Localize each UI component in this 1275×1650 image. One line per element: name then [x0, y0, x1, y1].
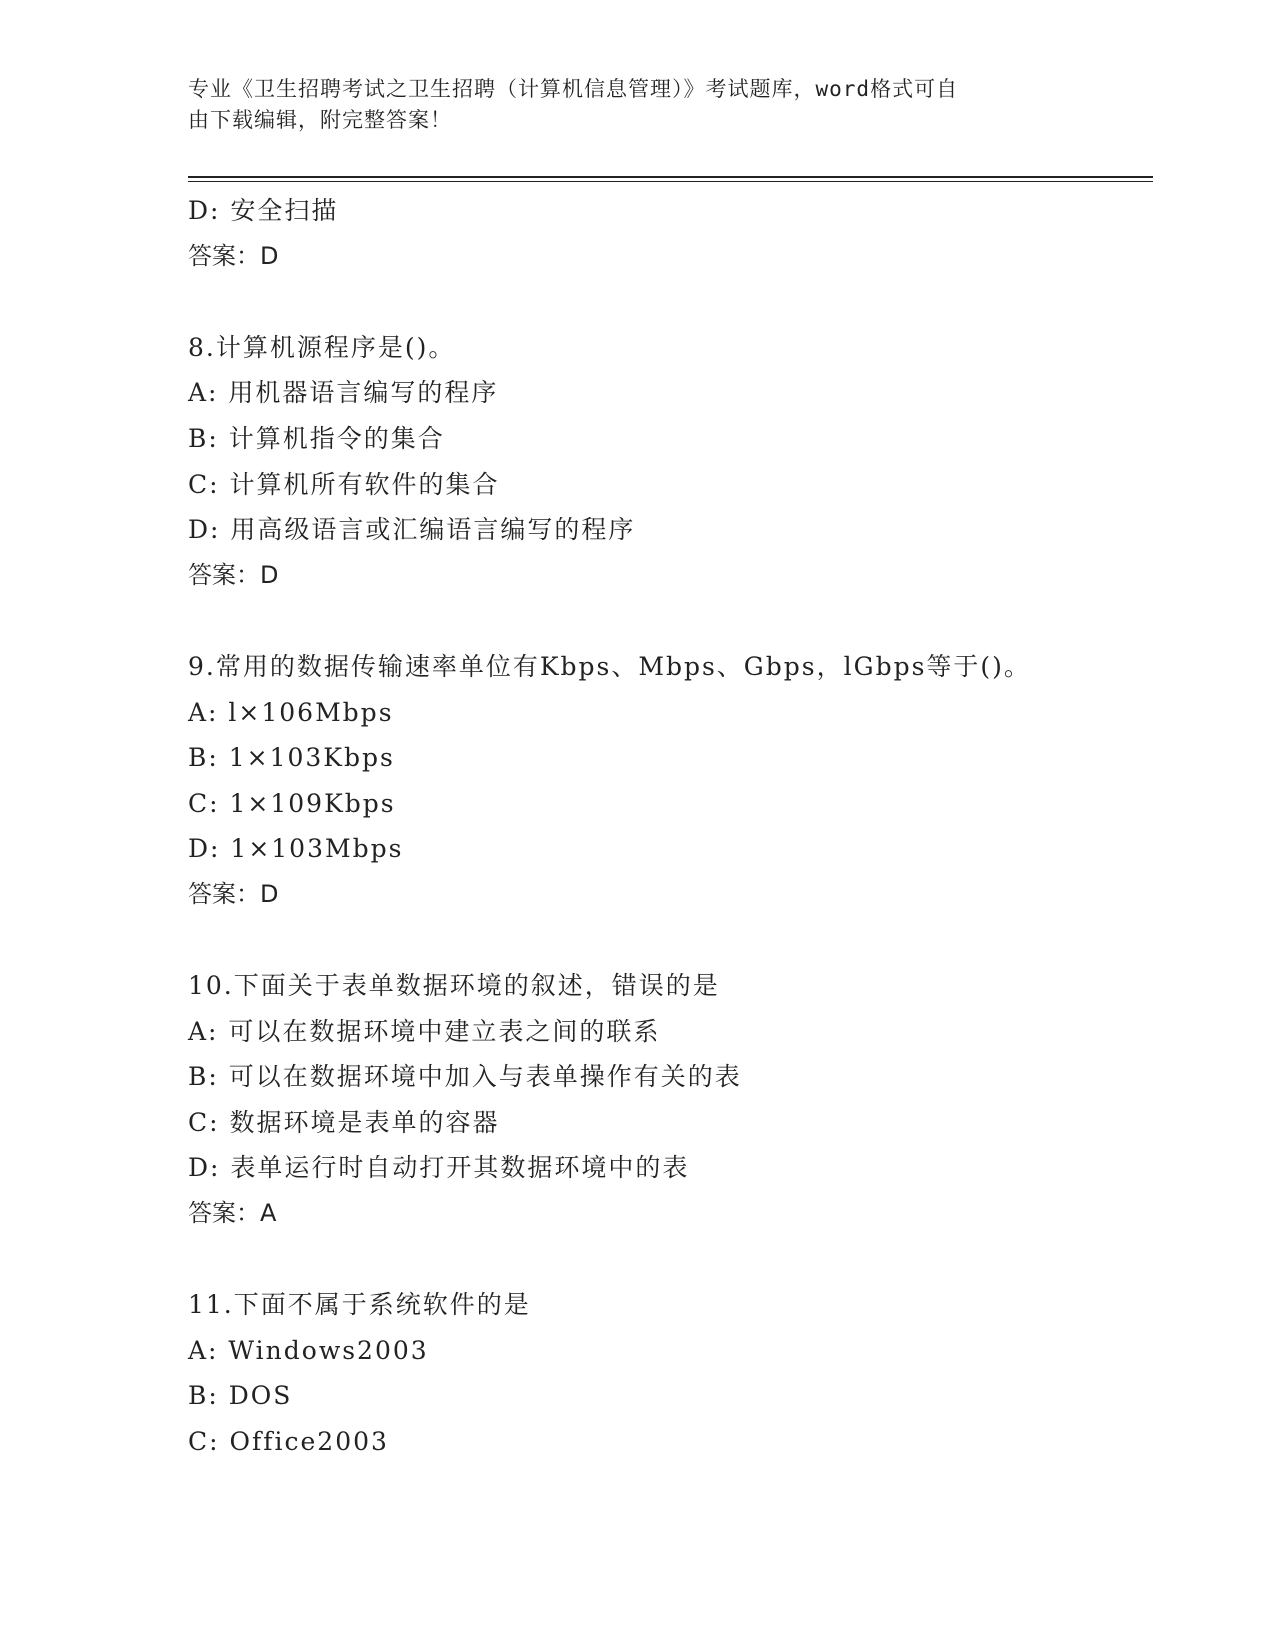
question-text: 11.下面不属于系统软件的是 — [188, 1290, 531, 1320]
option-text: B: 可以在数据环境中加入与表单操作有关的表 — [188, 1062, 742, 1092]
question-text: 8.计算机源程序是()。 — [188, 332, 456, 362]
option-text: C: 数据环境是表单的容器 — [188, 1107, 500, 1137]
answer-text: 答案：D — [188, 560, 279, 589]
section-spacer — [188, 598, 1153, 644]
question-list — [188, 188, 1153, 1465]
header-divider-thin — [188, 181, 1153, 182]
option-text: D: 用高级语言或汇编语言编写的程序 — [188, 515, 636, 545]
option-text: A: 可以在数据环境中建立表之间的联系 — [188, 1016, 661, 1046]
option-text: B: DOS — [188, 1381, 293, 1411]
answer-text: 答案：D — [188, 241, 279, 270]
option-text: B: 计算机指令的集合 — [188, 423, 445, 453]
header-line-1: 专业《卫生招聘考试之卫生招聘（计算机信息管理）》考试题库，word格式可自 — [188, 77, 959, 101]
option-text: A: 用机器语言编写的程序 — [188, 378, 499, 408]
option-text: D: 1×103Mbps — [188, 834, 404, 864]
header-divider-thick — [188, 176, 1153, 178]
option-text: C: Office2003 — [188, 1427, 389, 1457]
option-text: A: l×106Mbps — [188, 697, 394, 727]
document-header — [188, 74, 1068, 136]
option-text: C: 1×109Kbps — [188, 788, 396, 818]
option-text: A: Windows2003 — [188, 1335, 429, 1365]
option-text: B: 1×103Kbps — [188, 743, 395, 773]
option-text: D: 表单运行时自动打开其数据环境中的表 — [188, 1153, 690, 1183]
question-text: 9.常用的数据传输速率单位有Kbps、Mbps、Gbps，lGbps等于()。 — [188, 651, 1031, 681]
header-line-2: 由下载编辑，附完整答案！ — [188, 108, 452, 132]
option-text: D: 安全扫描 — [188, 196, 339, 225]
section-spacer — [188, 918, 1153, 964]
section-spacer — [188, 279, 1153, 325]
option-text: C: 计算机所有软件的集合 — [188, 469, 500, 499]
section-spacer — [188, 1237, 1153, 1283]
question-text: 10.下面关于表单数据环境的叙述，错误的是 — [188, 971, 720, 1001]
answer-text: 答案：D — [188, 879, 279, 908]
answer-text: 答案：A — [188, 1199, 277, 1228]
